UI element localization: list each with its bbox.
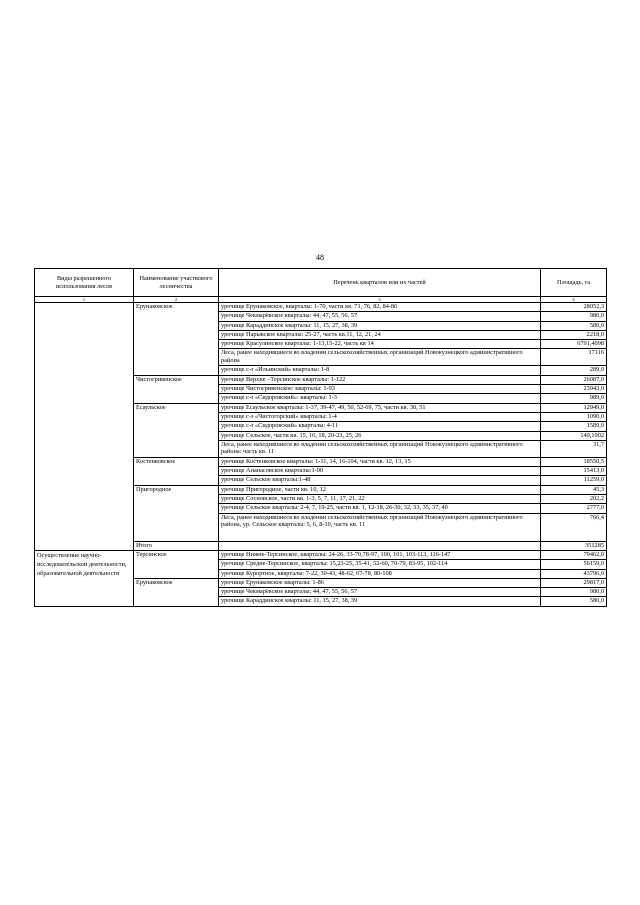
quarters-cell: урочище Сельское, части кв. 15, 16, 18, 20-23, 25, 26 — [219, 431, 541, 440]
area-cell: 43796,0 — [541, 569, 607, 578]
area-cell: 980,0 — [541, 312, 607, 321]
quarters-cell: урочище Нарыкское кварталы: 25-27, часть кв.11, 12, 21, 24 — [219, 330, 541, 339]
area-cell: 1589,0 — [541, 422, 607, 431]
area-cell: 2777,0 — [541, 504, 607, 513]
table-row — [35, 303, 607, 312]
header-forestry: Наименование участкового лесничества — [134, 269, 219, 297]
column-number: 2 — [134, 297, 219, 303]
header-area: Площадь, га — [541, 269, 607, 297]
quarters-cell: Леса, ранее находившиеся во владении сельскохозяйственных организаций Новокузнецкого административного района: часть кв. 11 — [219, 440, 541, 457]
quarters-cell: урочище Ананасовское кварталы:1-90 — [219, 467, 541, 476]
quarters-cell: урочище Есаульское кварталы: 1-37, 39-47, 49, 50, 52-69, 75, части кв. 38, 51 — [219, 403, 541, 412]
quarters-cell: урочище Караддинское кварталы: 11, 15, 27, 38, 39 — [219, 597, 541, 606]
usage-cell: Осуществление научно-исследовательской деятельности, образовательной деятельности — [35, 550, 134, 606]
table-row — [35, 550, 607, 559]
area-cell: 1090,0 — [541, 412, 607, 421]
quarters-cell: урочище Нижне-Терсинское, кварталы: 24-26, 33-70,78-97, 100, 101, 103-113, 116-147 — [219, 550, 541, 559]
area-cell: 989,0 — [541, 394, 607, 403]
forest-quarters-table — [34, 268, 607, 607]
quarters-cell: урочище Пригородное, части кв. 10, 12 — [219, 485, 541, 494]
column-number: 4 — [541, 297, 607, 303]
area-cell: 289,0 — [541, 366, 607, 375]
forestry-cell: Есаульское — [134, 403, 219, 457]
forestry-cell: Терсинское — [134, 550, 219, 578]
area-cell: 580,0 — [541, 321, 607, 330]
area-cell: 11259,0 — [541, 476, 607, 485]
total-label: Итого — [134, 541, 219, 550]
area-cell: 23943,0 — [541, 385, 607, 394]
area-cell: 580,0 — [541, 597, 607, 606]
column-number: 3 — [219, 297, 541, 303]
quarters-cell: урочище Сосновское, части кв. 1-3, 5, 7, 11, 17, 21, 22 — [219, 495, 541, 504]
quarters-cell: урочище Средне-Терсинское, кварталы: 15,23-25, 35-41, 52-60, 70-79, 83-95, 102-114 — [219, 560, 541, 569]
area-cell: 15413,0 — [541, 467, 607, 476]
page-number: 48 — [316, 253, 324, 262]
empty-cell — [219, 541, 541, 550]
area-cell: 12949,0 — [541, 403, 607, 412]
area-cell: 28052,3 — [541, 303, 607, 312]
quarters-cell: урочище Чекмарёвское кварталы: 44, 47, 55, 56, 57 — [219, 588, 541, 597]
quarters-cell: урочище Верхне –Терсинское кварталы: 1-122 — [219, 375, 541, 384]
area-cell: 17116 — [541, 349, 607, 366]
forestry-cell: Чистогривенское — [134, 375, 219, 403]
header-quarters: Перечень кварталов или их частей — [219, 269, 541, 297]
area-cell: 149,1902 — [541, 431, 607, 440]
forestry-cell: Пригородное — [134, 485, 219, 541]
area-cell: 45,3 — [541, 485, 607, 494]
quarters-cell: урочище Костенковское кварталы: 1-11, 14, 16-104, части кв. 12, 13, 15 — [219, 457, 541, 466]
total-value: 351285 — [541, 541, 607, 550]
forestry-cell: Костенковское — [134, 457, 219, 485]
quarters-cell: урочище Курортное, кварталы: 7-22, 30-43, 48-62, 67-78, 80-108 — [219, 569, 541, 578]
area-cell: 26087,0 — [541, 375, 607, 384]
forestry-cell: Ерунаковское — [134, 303, 219, 376]
usage-cell — [35, 303, 134, 551]
quarters-cell: урочище с-з «Сидоровский»: кварталы: 1-3 — [219, 394, 541, 403]
header-usage: Виды разрешенного использования лесов — [35, 269, 134, 297]
quarters-cell: урочище с-з «Ильинский» кварталы: 1-8 — [219, 366, 541, 375]
forestry-cell: Ерунаковское — [134, 578, 219, 606]
quarters-cell: Леса, ранее находившиеся во владении сельскохозяйственных организаций Новокузнецкого административного района — [219, 349, 541, 366]
area-cell: 2218,0 — [541, 330, 607, 339]
table-header-row — [35, 269, 607, 297]
area-cell: 980,0 — [541, 588, 607, 597]
area-cell: 6791,4098 — [541, 340, 607, 349]
quarters-cell: урочище Чекмарёвское кварталы: 44, 47, 55, 56, 57 — [219, 312, 541, 321]
area-cell: 202,2 — [541, 495, 607, 504]
quarters-cell: Леса, ранее находившиеся во владении сельскохозяйственных организаций Новокузнецкого административного района, ур. Сельское кварталы: 5, 6, 8-10, часть кв. 11 — [219, 513, 541, 541]
area-cell: 29817,0 — [541, 578, 607, 587]
quarters-cell: урочище Караддинское кварталы: 11, 15, 27, 38, 39 — [219, 321, 541, 330]
quarters-cell: урочище Ерунаковское кварталы: 1-86 — [219, 578, 541, 587]
area-cell: 56159,0 — [541, 560, 607, 569]
quarters-cell: урочище Ерунаковское, кварталы: 1-70, части кв. 71, 76, 82, 84-86 — [219, 303, 541, 312]
quarters-cell: урочище с-з «Чистогорский» кварталы: 1-4 — [219, 412, 541, 421]
quarters-cell: урочище с-з «Сидоровский» кварталы: 4-11 — [219, 422, 541, 431]
quarters-cell: урочище Сельское кварталы:1-48 — [219, 476, 541, 485]
column-number: 1 — [35, 297, 134, 303]
area-cell: 766,4 — [541, 513, 607, 541]
quarters-cell: урочище Красулинское кварталы: 1-13,15-22, часть кв 14 — [219, 340, 541, 349]
area-cell: 31,7 — [541, 440, 607, 457]
area-cell: 18550,5 — [541, 457, 607, 466]
quarters-cell: урочище Чистогривенское: кварталы: 1-93 — [219, 385, 541, 394]
area-cell: 79462,0 — [541, 550, 607, 559]
quarters-cell: урочище Сельское кварталы: 2-4, 7, 19-25, части кв. 1, 12-18, 26-30, 32, 33, 35, 37, 40 — [219, 504, 541, 513]
